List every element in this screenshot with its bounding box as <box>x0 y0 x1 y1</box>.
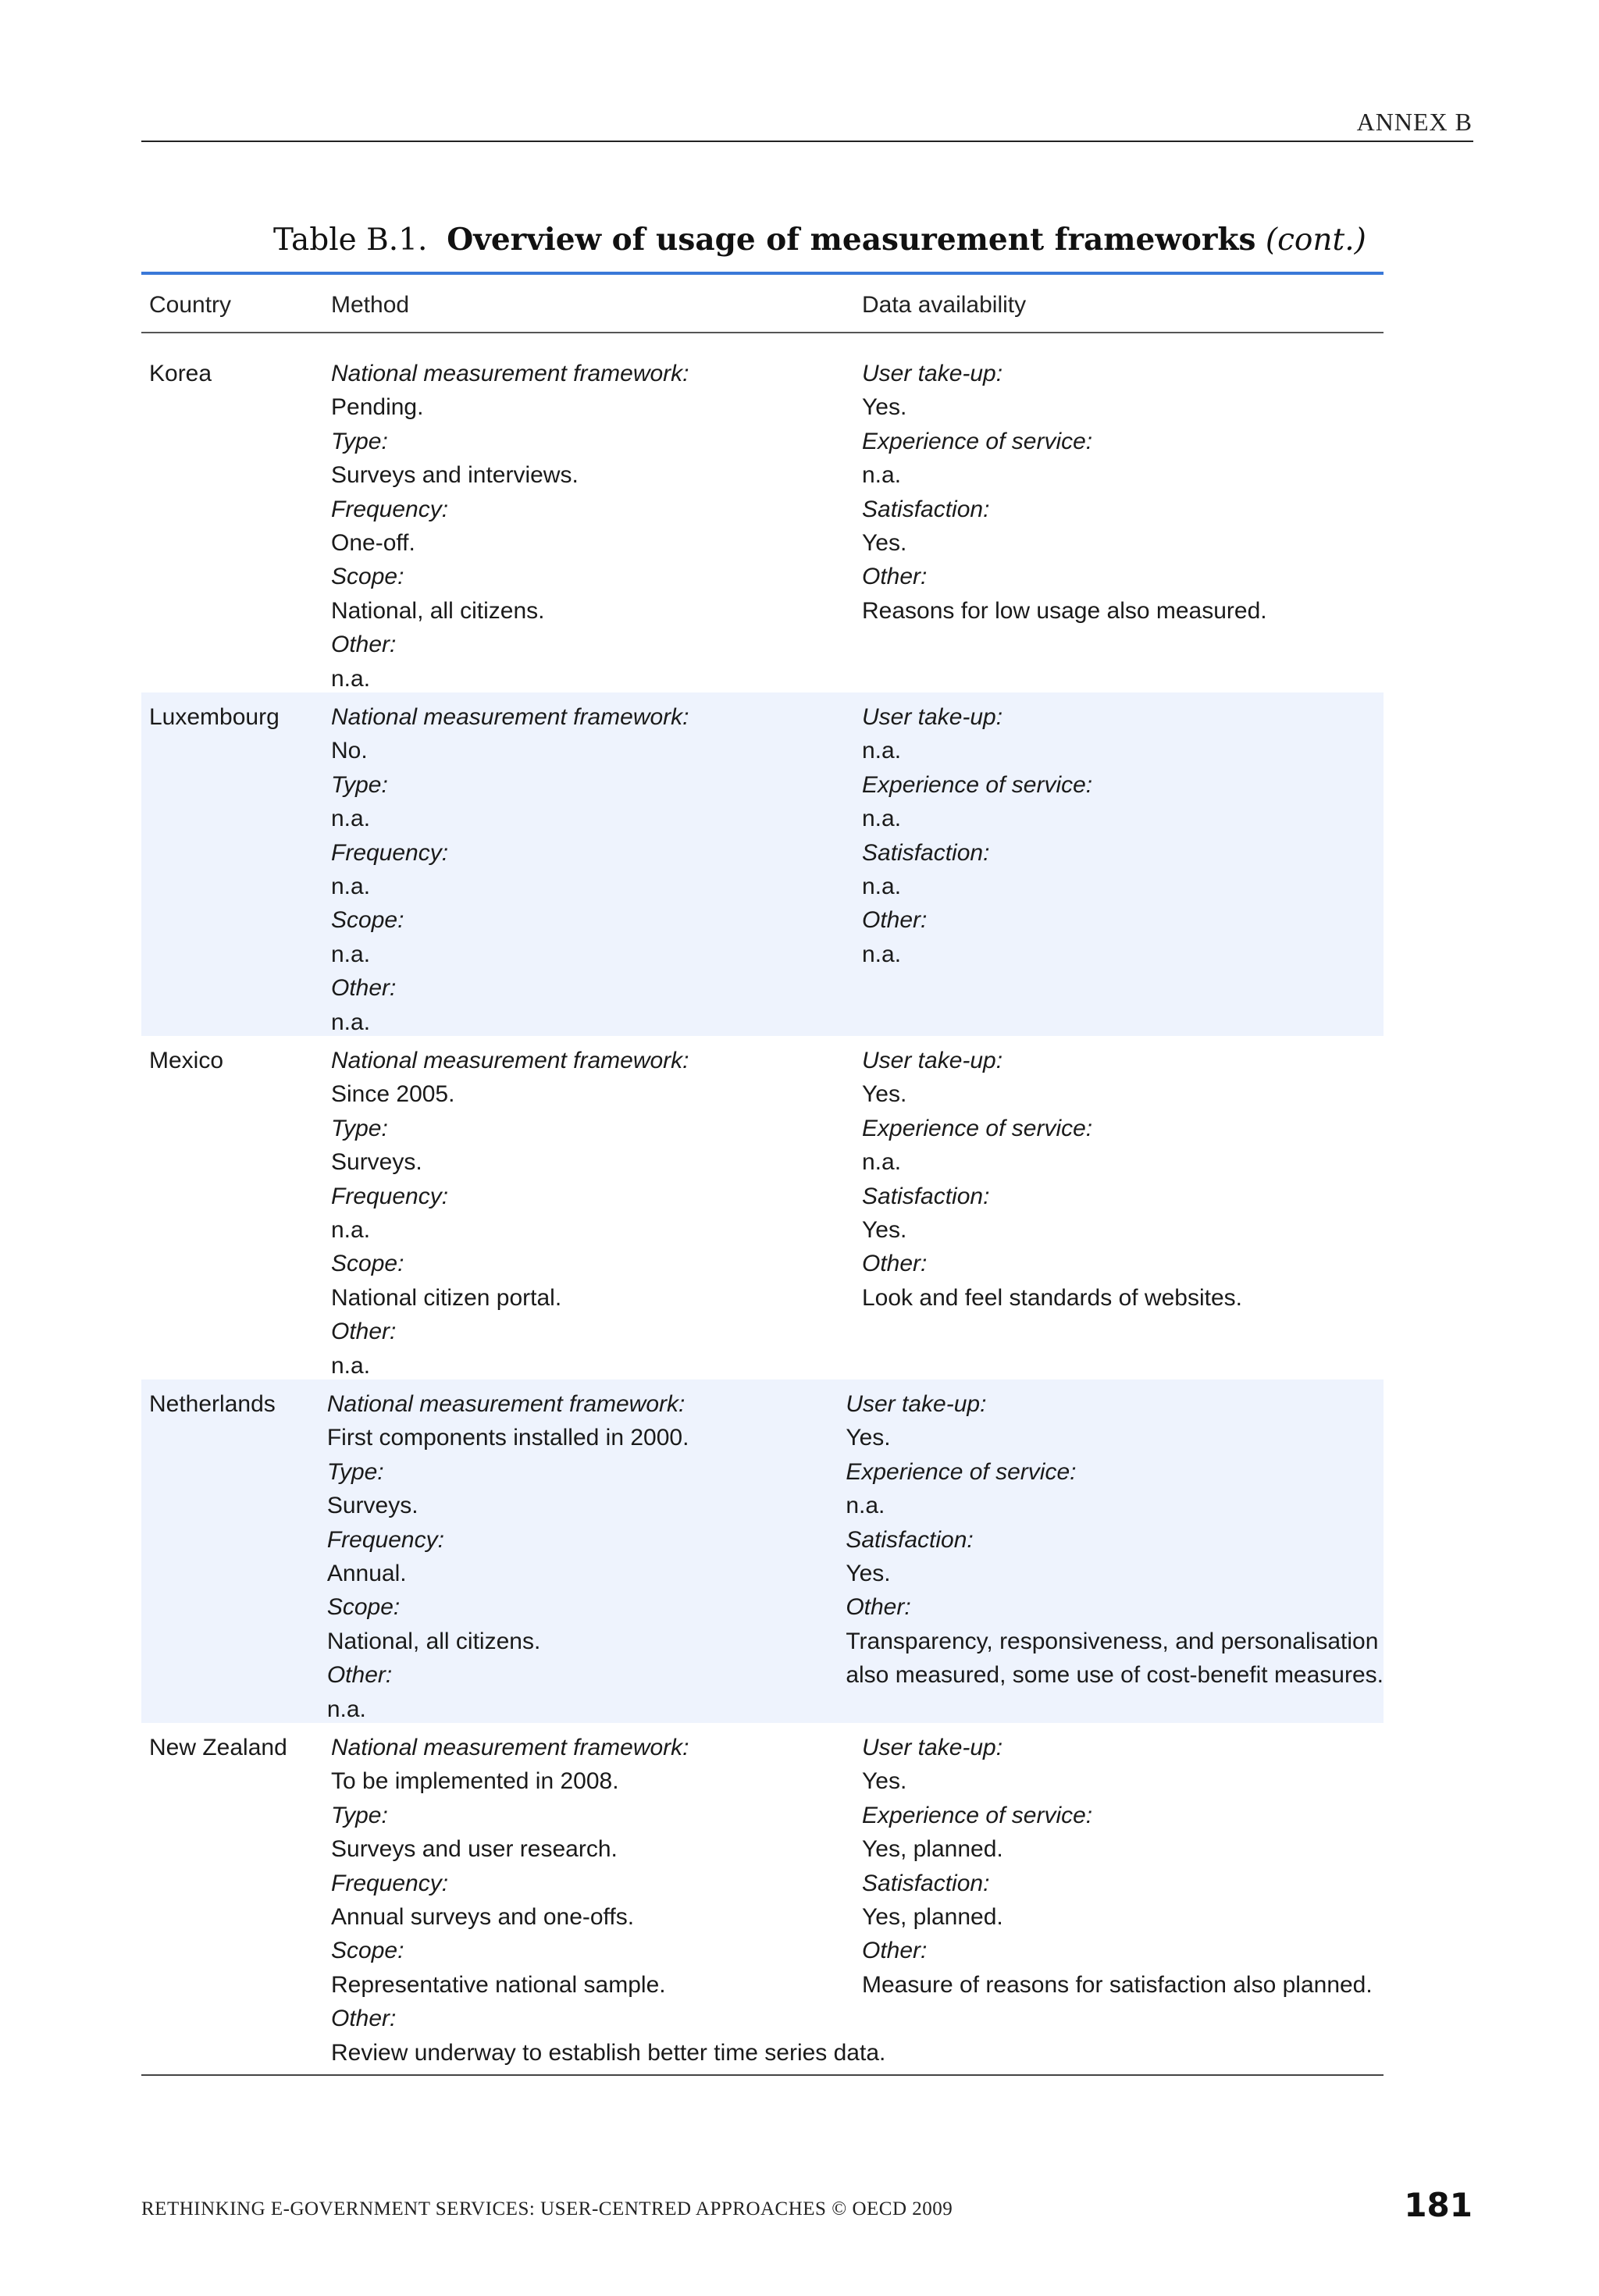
data-label: Experience of service: <box>862 428 1093 454</box>
table-title-text: Overview of usage of measurement frameworks <box>447 222 1256 258</box>
column-header-method: Method <box>331 291 410 318</box>
data-label: Other: <box>862 1251 928 1277</box>
data-label: Satisfaction: <box>862 496 990 522</box>
method-label: National measurement framework: <box>331 1735 689 1760</box>
table-header <box>141 275 1384 333</box>
method-label: Type: <box>326 1458 384 1485</box>
method-label: Type: <box>331 1115 388 1141</box>
method-value: Annual surveys and one-offs. <box>331 1904 635 1931</box>
data-availability-cell <box>854 700 1384 1036</box>
method-cell <box>323 700 854 1036</box>
method-label: Scope: <box>331 1251 404 1277</box>
method-label: Frequency: <box>331 496 449 522</box>
data-availability-cell <box>854 1044 1384 1379</box>
table-row <box>141 1379 1384 1723</box>
table-row <box>141 692 1384 1036</box>
table-row <box>141 1036 1384 1379</box>
method-label: Type: <box>331 771 388 798</box>
data-value: Yes. <box>862 530 907 557</box>
method-label: National measurement framework: <box>331 704 689 730</box>
method-label: Other: <box>331 2006 397 2032</box>
data-label: Experience of service: <box>862 771 1093 798</box>
data-availability-cell <box>854 1731 1384 2074</box>
data-label: Other: <box>846 1594 911 1621</box>
data-value: Yes. <box>846 1425 891 1451</box>
table-body <box>141 349 1384 2074</box>
method-label: Frequency: <box>331 1870 449 1896</box>
method-label: Frequency: <box>326 1526 444 1553</box>
method-value: n.a. <box>331 1009 371 1035</box>
country-cell: Mexico <box>149 1048 224 1073</box>
method-value: n.a. <box>326 1696 366 1722</box>
data-value: Yes. <box>862 1768 907 1795</box>
method-label: Scope: <box>331 907 404 934</box>
data-value: also measured, some use of cost-benefit measures. <box>846 1662 1384 1689</box>
method-label: National measurement framework: <box>331 361 689 386</box>
table-continued: (cont.) <box>1265 222 1366 258</box>
country-cell: New Zealand <box>149 1735 287 1760</box>
method-value: n.a. <box>331 874 371 900</box>
method-value: Representative national sample. <box>331 1971 666 1998</box>
data-label: User take-up: <box>846 1391 987 1417</box>
footer-publication: RETHINKING E-GOVERNMENT SERVICES: USER-CENTRED APPROACHES © OECD 2009 <box>141 2198 953 2219</box>
data-label: Other: <box>862 907 928 934</box>
method-value: Surveys. <box>326 1493 418 1519</box>
country-cell: Netherlands <box>149 1391 276 1417</box>
data-value: n.a. <box>862 738 902 764</box>
data-value: n.a. <box>862 941 902 967</box>
method-value: National, all citizens. <box>331 597 545 624</box>
data-value: Transparency, responsiveness, and personalisation <box>846 1628 1379 1654</box>
method-label: Other: <box>326 1662 393 1689</box>
method-value: First components installed in 2000. <box>326 1425 689 1451</box>
table-row <box>141 1723 1384 2074</box>
measurement-frameworks-table <box>141 272 1384 2076</box>
table-title <box>273 222 1366 258</box>
country-cell: Luxembourg <box>149 704 280 730</box>
data-value: Yes. <box>862 394 907 421</box>
data-value: Yes. <box>862 1217 907 1244</box>
method-label: Scope: <box>331 564 404 590</box>
data-value: n.a. <box>862 874 902 900</box>
method-value: National, all citizens. <box>326 1628 541 1654</box>
data-label: Other: <box>862 564 928 590</box>
data-label: Other: <box>862 1938 928 1964</box>
method-value: Review underway to establish better time series data. <box>331 2039 886 2066</box>
method-value: n.a. <box>331 1217 371 1244</box>
data-availability-cell <box>838 1387 1384 1723</box>
method-value: To be implemented in 2008. <box>331 1768 619 1795</box>
running-head: ANNEX B <box>1356 108 1473 136</box>
method-label: Type: <box>331 1802 388 1828</box>
method-value: Surveys. <box>331 1149 422 1176</box>
method-label: Frequency: <box>331 839 449 866</box>
method-value: National citizen portal. <box>331 1284 562 1311</box>
data-value: Yes. <box>846 1561 891 1587</box>
method-label: National measurement framework: <box>331 1048 689 1073</box>
method-value: n.a. <box>331 806 371 832</box>
data-value: Yes. <box>862 1081 907 1108</box>
data-label: User take-up: <box>862 1048 1003 1073</box>
method-label: National measurement framework: <box>326 1391 686 1417</box>
table-row <box>141 349 1384 692</box>
method-label: Other: <box>331 632 397 658</box>
column-header-data-availability: Data availability <box>862 291 1027 318</box>
data-label: User take-up: <box>862 1735 1003 1760</box>
header-spacer <box>141 333 1384 349</box>
header-rule <box>141 141 1473 142</box>
country-cell: Korea <box>149 361 212 386</box>
data-value: n.a. <box>862 806 902 832</box>
page-number: 181 <box>1404 2186 1473 2224</box>
data-value: n.a. <box>862 1149 902 1176</box>
data-value: Measure of reasons for satisfaction also planned. <box>862 1971 1373 1998</box>
method-value: Surveys and interviews. <box>331 462 579 489</box>
method-label: Frequency: <box>331 1183 449 1209</box>
data-value: Look and feel standards of websites. <box>862 1284 1242 1311</box>
method-cell <box>319 1387 838 1723</box>
method-label: Scope: <box>331 1938 404 1964</box>
method-label: Other: <box>331 1319 397 1345</box>
method-label: Type: <box>331 428 388 454</box>
column-header-country: Country <box>149 291 232 318</box>
data-value: n.a. <box>846 1493 885 1519</box>
method-label: Scope: <box>326 1594 401 1621</box>
data-label: User take-up: <box>862 361 1003 386</box>
data-value: n.a. <box>862 462 902 489</box>
data-label: Satisfaction: <box>862 1183 990 1209</box>
data-label: Experience of service: <box>846 1458 1077 1485</box>
method-value: Pending. <box>331 394 424 421</box>
method-value: One-off. <box>331 530 415 557</box>
data-availability-cell <box>854 357 1384 692</box>
data-value: Reasons for low usage also measured. <box>862 597 1267 624</box>
data-label: User take-up: <box>862 704 1003 730</box>
data-value: Yes, planned. <box>862 1904 1003 1931</box>
method-value: Since 2005. <box>331 1081 455 1108</box>
method-cell <box>323 357 854 692</box>
method-value: Annual. <box>326 1561 407 1587</box>
data-label: Experience of service: <box>862 1115 1093 1141</box>
method-value: Surveys and user research. <box>331 1836 618 1863</box>
data-label: Satisfaction: <box>862 839 990 866</box>
method-value: n.a. <box>331 941 371 967</box>
method-value: No. <box>331 738 368 764</box>
method-value: n.a. <box>331 665 371 692</box>
data-label: Experience of service: <box>862 1802 1093 1828</box>
data-value: Yes, planned. <box>862 1836 1003 1863</box>
method-label: Other: <box>331 975 397 1002</box>
table-number: Table B.1. <box>273 222 428 258</box>
data-label: Satisfaction: <box>846 1526 974 1553</box>
data-label: Satisfaction: <box>862 1870 990 1896</box>
method-value: n.a. <box>331 1352 371 1379</box>
method-cell <box>323 1044 854 1379</box>
